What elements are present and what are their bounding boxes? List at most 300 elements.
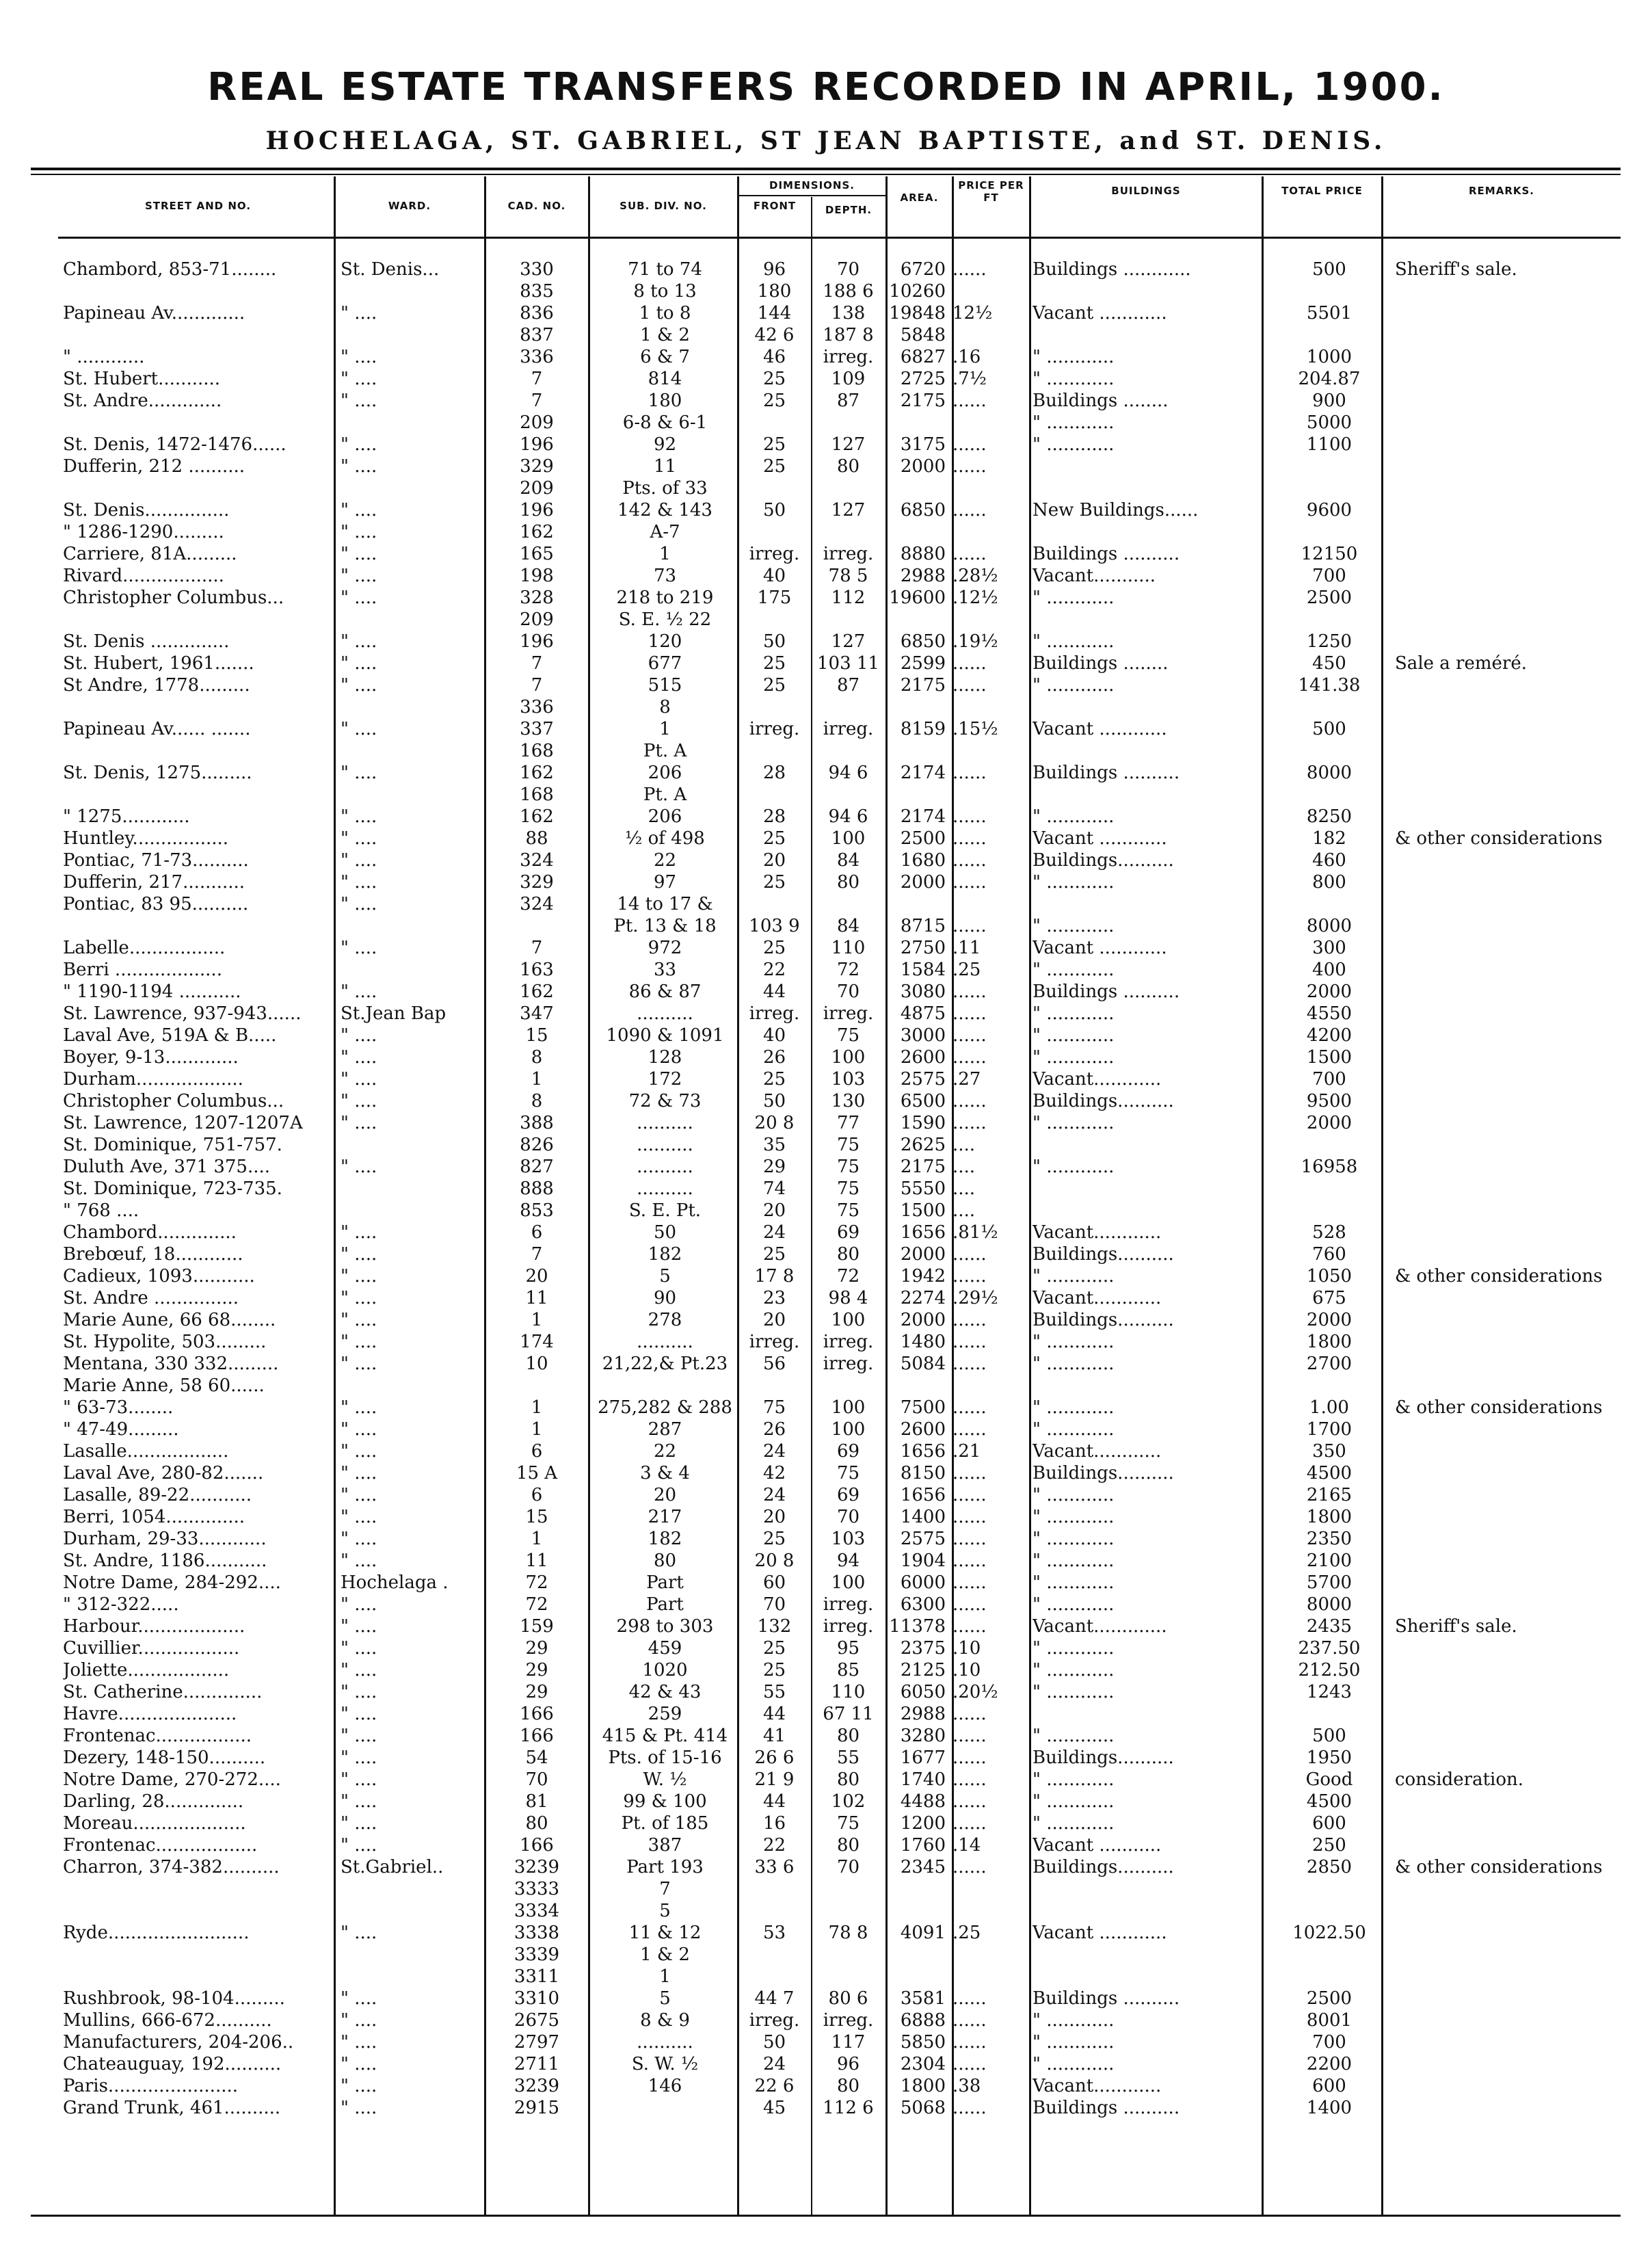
- cell-area: 19848: [889, 303, 946, 324]
- cell-ward: " ....: [341, 1485, 377, 1505]
- cell-cad: 29: [525, 1660, 548, 1680]
- cell-depth: 117: [831, 2032, 866, 2053]
- cell-sub: ..........: [637, 1332, 693, 1352]
- table-row: [0, 871, 1652, 893]
- cell-cad: 329: [520, 872, 554, 893]
- cell-front: 55: [762, 1682, 786, 1702]
- cell-street: " 1286-1290.........: [63, 522, 224, 542]
- cell-area: 1500: [900, 1200, 946, 1221]
- cell-total: 204.87: [1298, 369, 1361, 389]
- cell-street: St. Hypolite, 503.........: [63, 1332, 267, 1352]
- table-row: [0, 1222, 1652, 1243]
- cell-price: ......: [952, 1988, 987, 2009]
- cell-depth: 75: [836, 1200, 860, 1221]
- table-row: [0, 1659, 1652, 1681]
- cell-area: 1656: [900, 1441, 946, 1462]
- table-row: [0, 499, 1652, 521]
- header-buildings: BUILDINGS: [1111, 185, 1181, 197]
- cell-bldg: " ............: [1032, 1157, 1115, 1177]
- cell-cad: 29: [525, 1638, 548, 1659]
- cell-price: ......: [952, 1748, 987, 1768]
- table-row: [0, 1550, 1652, 1572]
- cell-bldg: " ............: [1032, 806, 1115, 827]
- cell-total: 800: [1312, 872, 1346, 893]
- cell-price: ......: [952, 544, 987, 564]
- cell-area: 2174: [900, 806, 946, 827]
- cell-price: ......: [952, 2010, 987, 2031]
- cell-total: 8001: [1306, 2010, 1353, 2031]
- cell-cad: 826: [520, 1135, 554, 1155]
- cell-ward: " ....: [341, 938, 377, 958]
- cell-price: ......: [952, 981, 987, 1002]
- cell-total: 12150: [1301, 544, 1358, 564]
- cell-bldg: " ............: [1032, 1332, 1115, 1352]
- header-total: TOTAL PRICE: [1281, 185, 1363, 197]
- cell-price: ......: [952, 1529, 987, 1549]
- cell-street: Charron, 374-382..........: [63, 1857, 280, 1877]
- top-rule-thin: [31, 174, 1621, 175]
- cell-sub: 217: [648, 1507, 682, 1527]
- cell-depth: 96: [836, 2054, 860, 2074]
- cell-area: 2988: [900, 566, 946, 586]
- cell-area: 2345: [900, 1857, 946, 1877]
- cell-bldg: Buildings ..........: [1032, 1988, 1180, 2009]
- cell-bldg: " ............: [1032, 1769, 1115, 1790]
- cell-cad: 11: [525, 1551, 548, 1571]
- cell-street: St. Dominique, 751-757.: [63, 1135, 282, 1155]
- table-row: [0, 1944, 1652, 1966]
- cell-depth: 112 6: [823, 2098, 874, 2118]
- cell-sub: 5: [659, 1988, 671, 2009]
- cell-cad: 162: [520, 806, 554, 827]
- cell-ward: " ....: [341, 1835, 377, 1856]
- cell-cad: 1: [531, 1310, 543, 1330]
- cell-sub: 92: [653, 434, 677, 455]
- cell-area: 1800: [900, 2076, 946, 2096]
- cell-depth: 84: [836, 916, 860, 936]
- table-row: [0, 565, 1652, 587]
- cell-street: St. Lawrence, 1207-1207A: [63, 1113, 303, 1133]
- cell-depth: irreg.: [823, 1332, 874, 1352]
- cell-area: 6888: [900, 2010, 946, 2031]
- cell-ward: " ....: [341, 1332, 377, 1352]
- cell-bldg: " ............: [1032, 1507, 1115, 1527]
- table-row: [0, 324, 1652, 346]
- cell-sub: 11: [653, 456, 677, 477]
- cell-cad: 159: [520, 1616, 554, 1637]
- cell-cad: 6: [531, 1485, 543, 1505]
- cell-ward: " ....: [341, 1660, 377, 1680]
- cell-cad: 166: [520, 1726, 554, 1746]
- cell-remarks: & other considerations: [1395, 1266, 1603, 1287]
- cell-street: " 312-322.....: [63, 1594, 179, 1615]
- cell-sub: 180: [648, 391, 682, 411]
- cell-street: St. Dominique, 723-735.: [63, 1178, 282, 1199]
- table-row: [0, 1134, 1652, 1156]
- cell-area: 6000: [900, 1572, 946, 1593]
- cell-sub: 206: [648, 763, 682, 783]
- cell-sub: W. ½: [643, 1769, 687, 1790]
- cell-price: .7½: [952, 369, 987, 389]
- cell-depth: 100: [831, 1419, 866, 1440]
- cell-ward: " ....: [341, 1594, 377, 1615]
- cell-area: 6850: [900, 500, 946, 520]
- cell-ward: " ....: [341, 1748, 377, 1768]
- cell-cad: 81: [525, 1791, 548, 1812]
- cell-area: 3280: [900, 1726, 946, 1746]
- cell-price: .27: [952, 1069, 981, 1090]
- cell-depth: 94 6: [828, 763, 868, 783]
- cell-street: Rivard..................: [63, 566, 224, 586]
- cell-front: 74: [762, 1178, 786, 1199]
- cell-sub: Part: [646, 1572, 684, 1593]
- cell-bldg: Buildings..........: [1032, 850, 1174, 871]
- cell-cad: 54: [525, 1748, 548, 1768]
- cell-street: Frontenac.................: [63, 1726, 252, 1746]
- cell-sub: 1 & 2: [640, 325, 690, 345]
- cell-front: 45: [762, 2098, 786, 2118]
- cell-cad: 3333: [514, 1879, 560, 1899]
- cell-front: 132: [757, 1616, 792, 1637]
- cell-bldg: " ............: [1032, 1047, 1115, 1068]
- cell-price: ......: [952, 1572, 987, 1593]
- cell-cad: 168: [520, 784, 554, 805]
- cell-ward: " ....: [341, 872, 377, 893]
- cell-depth: 103: [831, 1069, 866, 1090]
- cell-area: 2599: [900, 653, 946, 674]
- cell-area: 1656: [900, 1222, 946, 1243]
- cell-street: Boyer, 9-13.............: [63, 1047, 239, 1068]
- cell-depth: 72: [836, 960, 860, 980]
- cell-front: 180: [757, 281, 792, 302]
- cell-front: 44: [762, 1791, 786, 1812]
- table-row: [0, 1681, 1652, 1703]
- cell-total: 1800: [1306, 1507, 1353, 1527]
- cell-price: .19½: [952, 631, 998, 652]
- cell-total: 4550: [1306, 1003, 1353, 1024]
- cell-depth: 100: [831, 1310, 866, 1330]
- cell-street: St. Denis, 1275.........: [63, 763, 252, 783]
- cell-bldg: New Buildings......: [1032, 500, 1199, 520]
- cell-cad: 6: [531, 1441, 543, 1462]
- cell-ward: " ....: [341, 1551, 377, 1571]
- cell-total: 2350: [1306, 1529, 1353, 1549]
- table-row: [0, 2009, 1652, 2031]
- cell-total: 2500: [1306, 588, 1353, 608]
- cell-street: Laval Ave, 519A & B.....: [63, 1025, 277, 1046]
- cell-area: 1400: [900, 1507, 946, 1527]
- cell-price: ......: [952, 434, 987, 455]
- cell-remarks: & other considerations: [1395, 1857, 1603, 1877]
- cell-ward: " ....: [341, 2098, 377, 2118]
- cell-bldg: " ............: [1032, 1397, 1115, 1418]
- cell-sub: 1020: [642, 1660, 688, 1680]
- cell-price: .12½: [952, 588, 998, 608]
- cell-cad: 837: [520, 325, 554, 345]
- cell-price: .29½: [952, 1288, 998, 1308]
- cell-area: 5848: [900, 325, 946, 345]
- cell-cad: 10: [525, 1354, 548, 1374]
- cell-sub: 11 & 12: [628, 1923, 702, 1943]
- table-row: [0, 849, 1652, 871]
- cell-cad: 70: [525, 1769, 548, 1790]
- cell-total: 2850: [1306, 1857, 1353, 1877]
- cell-sub: 206: [648, 806, 682, 827]
- table-row: [0, 1615, 1652, 1637]
- table-row: [0, 587, 1652, 609]
- cell-cad: 835: [520, 281, 554, 302]
- cell-depth: 80: [836, 1726, 860, 1746]
- cell-ward: " ....: [341, 1441, 377, 1462]
- cell-cad: 336: [520, 697, 554, 717]
- cell-total: 1050: [1306, 1266, 1353, 1287]
- cell-area: 5850: [900, 2032, 946, 2053]
- cell-bldg: " ............: [1032, 675, 1115, 696]
- cell-total: 1700: [1306, 1419, 1353, 1440]
- table-row: [0, 1156, 1652, 1178]
- cell-front: irreg.: [749, 2010, 800, 2031]
- cell-front: 21 9: [754, 1769, 795, 1790]
- cell-depth: 87: [836, 675, 860, 696]
- cell-ward: " ....: [341, 1769, 377, 1790]
- cell-sub: Pt. of 185: [621, 1813, 709, 1834]
- cell-area: 5084: [900, 1354, 946, 1374]
- cell-depth: 75: [836, 1178, 860, 1199]
- cell-street: Pontiac, 71-73..........: [63, 850, 249, 871]
- cell-front: 25: [762, 938, 786, 958]
- cell-ward: " ....: [341, 1266, 377, 1287]
- cell-street: Dezery, 148-150..........: [63, 1748, 266, 1768]
- cell-sub: 80: [653, 1551, 677, 1571]
- header-street: STREET AND NO.: [144, 200, 252, 212]
- cell-front: 25: [762, 456, 786, 477]
- cell-total: 1000: [1306, 347, 1353, 367]
- cell-total: 5501: [1306, 303, 1353, 324]
- cell-ward: " ....: [341, 1047, 377, 1068]
- cell-front: 25: [762, 1529, 786, 1549]
- cell-bldg: " ............: [1032, 412, 1115, 433]
- table-row: [0, 521, 1652, 543]
- table-row: [0, 762, 1652, 784]
- cell-cad: 209: [520, 609, 554, 630]
- cell-bldg: " ............: [1032, 631, 1115, 652]
- cell-total: 600: [1312, 1813, 1346, 1834]
- cell-cad: 1: [531, 1397, 543, 1418]
- cell-sub: A-7: [650, 522, 680, 542]
- cell-ward: " ....: [341, 1397, 377, 1418]
- cell-area: 10260: [889, 281, 946, 302]
- cell-front: 20: [762, 1507, 786, 1527]
- cell-ward: " ....: [341, 1529, 377, 1549]
- cell-total: 700: [1312, 566, 1346, 586]
- cell-price: ......: [952, 391, 987, 411]
- cell-sub: Part 193: [626, 1857, 704, 1877]
- cell-cad: 324: [520, 850, 554, 871]
- cell-depth: irreg.: [823, 1594, 874, 1615]
- cell-front: 96: [762, 259, 786, 280]
- cell-sub: 1: [659, 1966, 671, 1987]
- cell-bldg: Buildings ..........: [1032, 763, 1180, 783]
- cell-bldg: Buildings ........: [1032, 653, 1169, 674]
- cell-total: 900: [1312, 391, 1346, 411]
- table-row: [0, 1090, 1652, 1112]
- cell-street: St. Andre, 1186...........: [63, 1551, 267, 1571]
- cell-ward: " ....: [341, 1988, 377, 2009]
- cell-price: ......: [952, 1616, 987, 1637]
- cell-front: 25: [762, 1638, 786, 1659]
- cell-total: 2500: [1306, 1988, 1353, 2009]
- table-row: [0, 390, 1652, 412]
- table-row: [0, 1462, 1652, 1484]
- cell-front: 50: [762, 631, 786, 652]
- cell-front: 175: [757, 588, 792, 608]
- cell-price: .28½: [952, 566, 998, 586]
- cell-sub: S. W. ½: [631, 2054, 699, 2074]
- cell-ward: " ....: [341, 1288, 377, 1308]
- cell-sub: ..........: [637, 1178, 693, 1199]
- cell-depth: 67 11: [823, 1704, 874, 1724]
- cell-street: St. Denis...............: [63, 500, 230, 520]
- cell-sub: 5: [659, 1901, 671, 1921]
- cell-depth: 84: [836, 850, 860, 871]
- cell-bldg: " ............: [1032, 916, 1115, 936]
- cell-cad: 888: [520, 1178, 554, 1199]
- cell-sub: 218 to 219: [616, 588, 714, 608]
- cell-price: ......: [952, 1726, 987, 1746]
- cell-total: 1022.50: [1292, 1923, 1366, 1943]
- cell-total: 600: [1312, 2076, 1346, 2096]
- cell-bldg: Vacant...........: [1032, 566, 1156, 586]
- cell-depth: 187 8: [823, 325, 874, 345]
- cell-front: 103 9: [749, 916, 800, 936]
- cell-street: Harbour...................: [63, 1616, 245, 1637]
- cell-ward: " ....: [341, 544, 377, 564]
- cell-area: 2600: [900, 1047, 946, 1068]
- header-remarks: REMARKS.: [1468, 185, 1534, 197]
- cell-ward: " ....: [341, 1923, 377, 1943]
- cell-street: Durham, 29-33............: [63, 1529, 267, 1549]
- cell-front: 25: [762, 1660, 786, 1680]
- cell-front: 20 8: [754, 1113, 795, 1133]
- cell-total: 4500: [1306, 1791, 1353, 1812]
- cell-area: 6500: [900, 1091, 946, 1111]
- cell-sub: Pt. A: [643, 784, 687, 805]
- cell-sub: 278: [648, 1310, 682, 1330]
- cell-area: 2575: [900, 1069, 946, 1090]
- cell-area: 2000: [900, 872, 946, 893]
- cell-price: .15½: [952, 719, 998, 739]
- table-row: [0, 1287, 1652, 1309]
- table-row: [0, 937, 1652, 959]
- cell-price: ......: [952, 1003, 987, 1024]
- cell-total: 760: [1312, 1244, 1346, 1265]
- cell-bldg: " ............: [1032, 1594, 1115, 1615]
- cell-bldg: " ............: [1032, 1572, 1115, 1593]
- cell-street: Chambord..............: [63, 1222, 237, 1243]
- cell-front: 40: [762, 566, 786, 586]
- cell-street: Berri, 1054..............: [63, 1507, 245, 1527]
- cell-price: ......: [952, 2098, 987, 2118]
- cell-ward: " ....: [341, 1310, 377, 1330]
- cell-cad: 2711: [514, 2054, 560, 2074]
- cell-depth: 80: [836, 1835, 860, 1856]
- cell-price: .25: [952, 960, 981, 980]
- cell-total: 8000: [1306, 916, 1353, 936]
- cell-area: 2000: [900, 1244, 946, 1265]
- table-row: [0, 674, 1652, 696]
- cell-ward: " ....: [341, 1025, 377, 1046]
- header-depth: DEPTH.: [825, 204, 872, 216]
- cell-depth: 70: [836, 1857, 860, 1877]
- cell-cad: 11: [525, 1288, 548, 1308]
- table-row: [0, 893, 1652, 915]
- cell-total: 8250: [1306, 806, 1353, 827]
- cell-price: .25: [952, 1923, 981, 1943]
- table-row: [0, 1966, 1652, 1988]
- cell-front: irreg.: [749, 544, 800, 564]
- cell-price: ......: [952, 916, 987, 936]
- table-row: [0, 1484, 1652, 1506]
- cell-bldg: " ............: [1032, 1485, 1115, 1505]
- cell-sub: 14 to 17 &: [617, 894, 713, 914]
- cell-front: 44 7: [754, 1988, 795, 2009]
- table-row: [0, 1856, 1652, 1878]
- cell-cad: 329: [520, 456, 554, 477]
- cell-street: " 47-49.........: [63, 1419, 179, 1440]
- cell-sub: 97: [653, 872, 677, 893]
- cell-area: 6300: [900, 1594, 946, 1615]
- cell-ward: " ....: [341, 1813, 377, 1834]
- cell-cad: 7: [531, 938, 543, 958]
- table-row: [0, 1594, 1652, 1615]
- cell-front: 42 6: [754, 325, 795, 345]
- cell-cad: 3338: [514, 1923, 560, 1943]
- cell-depth: 103 11: [817, 653, 879, 674]
- cell-total: 182: [1312, 828, 1346, 849]
- cell-sub: 8 to 13: [633, 281, 697, 302]
- cell-total: 460: [1312, 850, 1346, 871]
- cell-depth: 94 6: [828, 806, 868, 827]
- cell-price: ......: [952, 1419, 987, 1440]
- cell-price: 12½: [952, 303, 993, 324]
- cell-price: ......: [952, 1310, 987, 1330]
- cell-front: 50: [762, 1091, 786, 1111]
- cell-ward: " ....: [341, 1682, 377, 1702]
- cell-street: Marie Aune, 66 68........: [63, 1310, 276, 1330]
- cell-bldg: Vacant............: [1032, 1441, 1162, 1462]
- cell-price: ....: [952, 1178, 976, 1199]
- cell-total: 2200: [1306, 2054, 1353, 2074]
- cell-total: 212.50: [1298, 1660, 1361, 1680]
- cell-ward: " ....: [341, 500, 377, 520]
- table-row: [0, 1834, 1652, 1856]
- cell-sub: 90: [653, 1288, 677, 1308]
- cell-front: 26: [762, 1419, 786, 1440]
- page-subtitle: HOCHELAGA, ST. GABRIEL, ST JEAN BAPTISTE, and ST. DENIS.: [265, 127, 1387, 155]
- table-row: [0, 1528, 1652, 1550]
- cell-remarks: Sale a reméré.: [1395, 653, 1527, 674]
- cell-front: 26: [762, 1047, 786, 1068]
- cell-bldg: " ............: [1032, 1529, 1115, 1549]
- cell-street: Lasalle, 89-22...........: [63, 1485, 252, 1505]
- cell-cad: 3334: [514, 1901, 560, 1921]
- cell-sub: 8 & 9: [640, 2010, 690, 2031]
- cell-street: Joliette..................: [63, 1660, 230, 1680]
- cell-street: Rushbrook, 98-104.........: [63, 1988, 285, 2009]
- cell-street: " 768 ....: [63, 1200, 139, 1221]
- cell-ward: Hochelaga .: [341, 1572, 449, 1593]
- cell-depth: irreg.: [823, 1616, 874, 1637]
